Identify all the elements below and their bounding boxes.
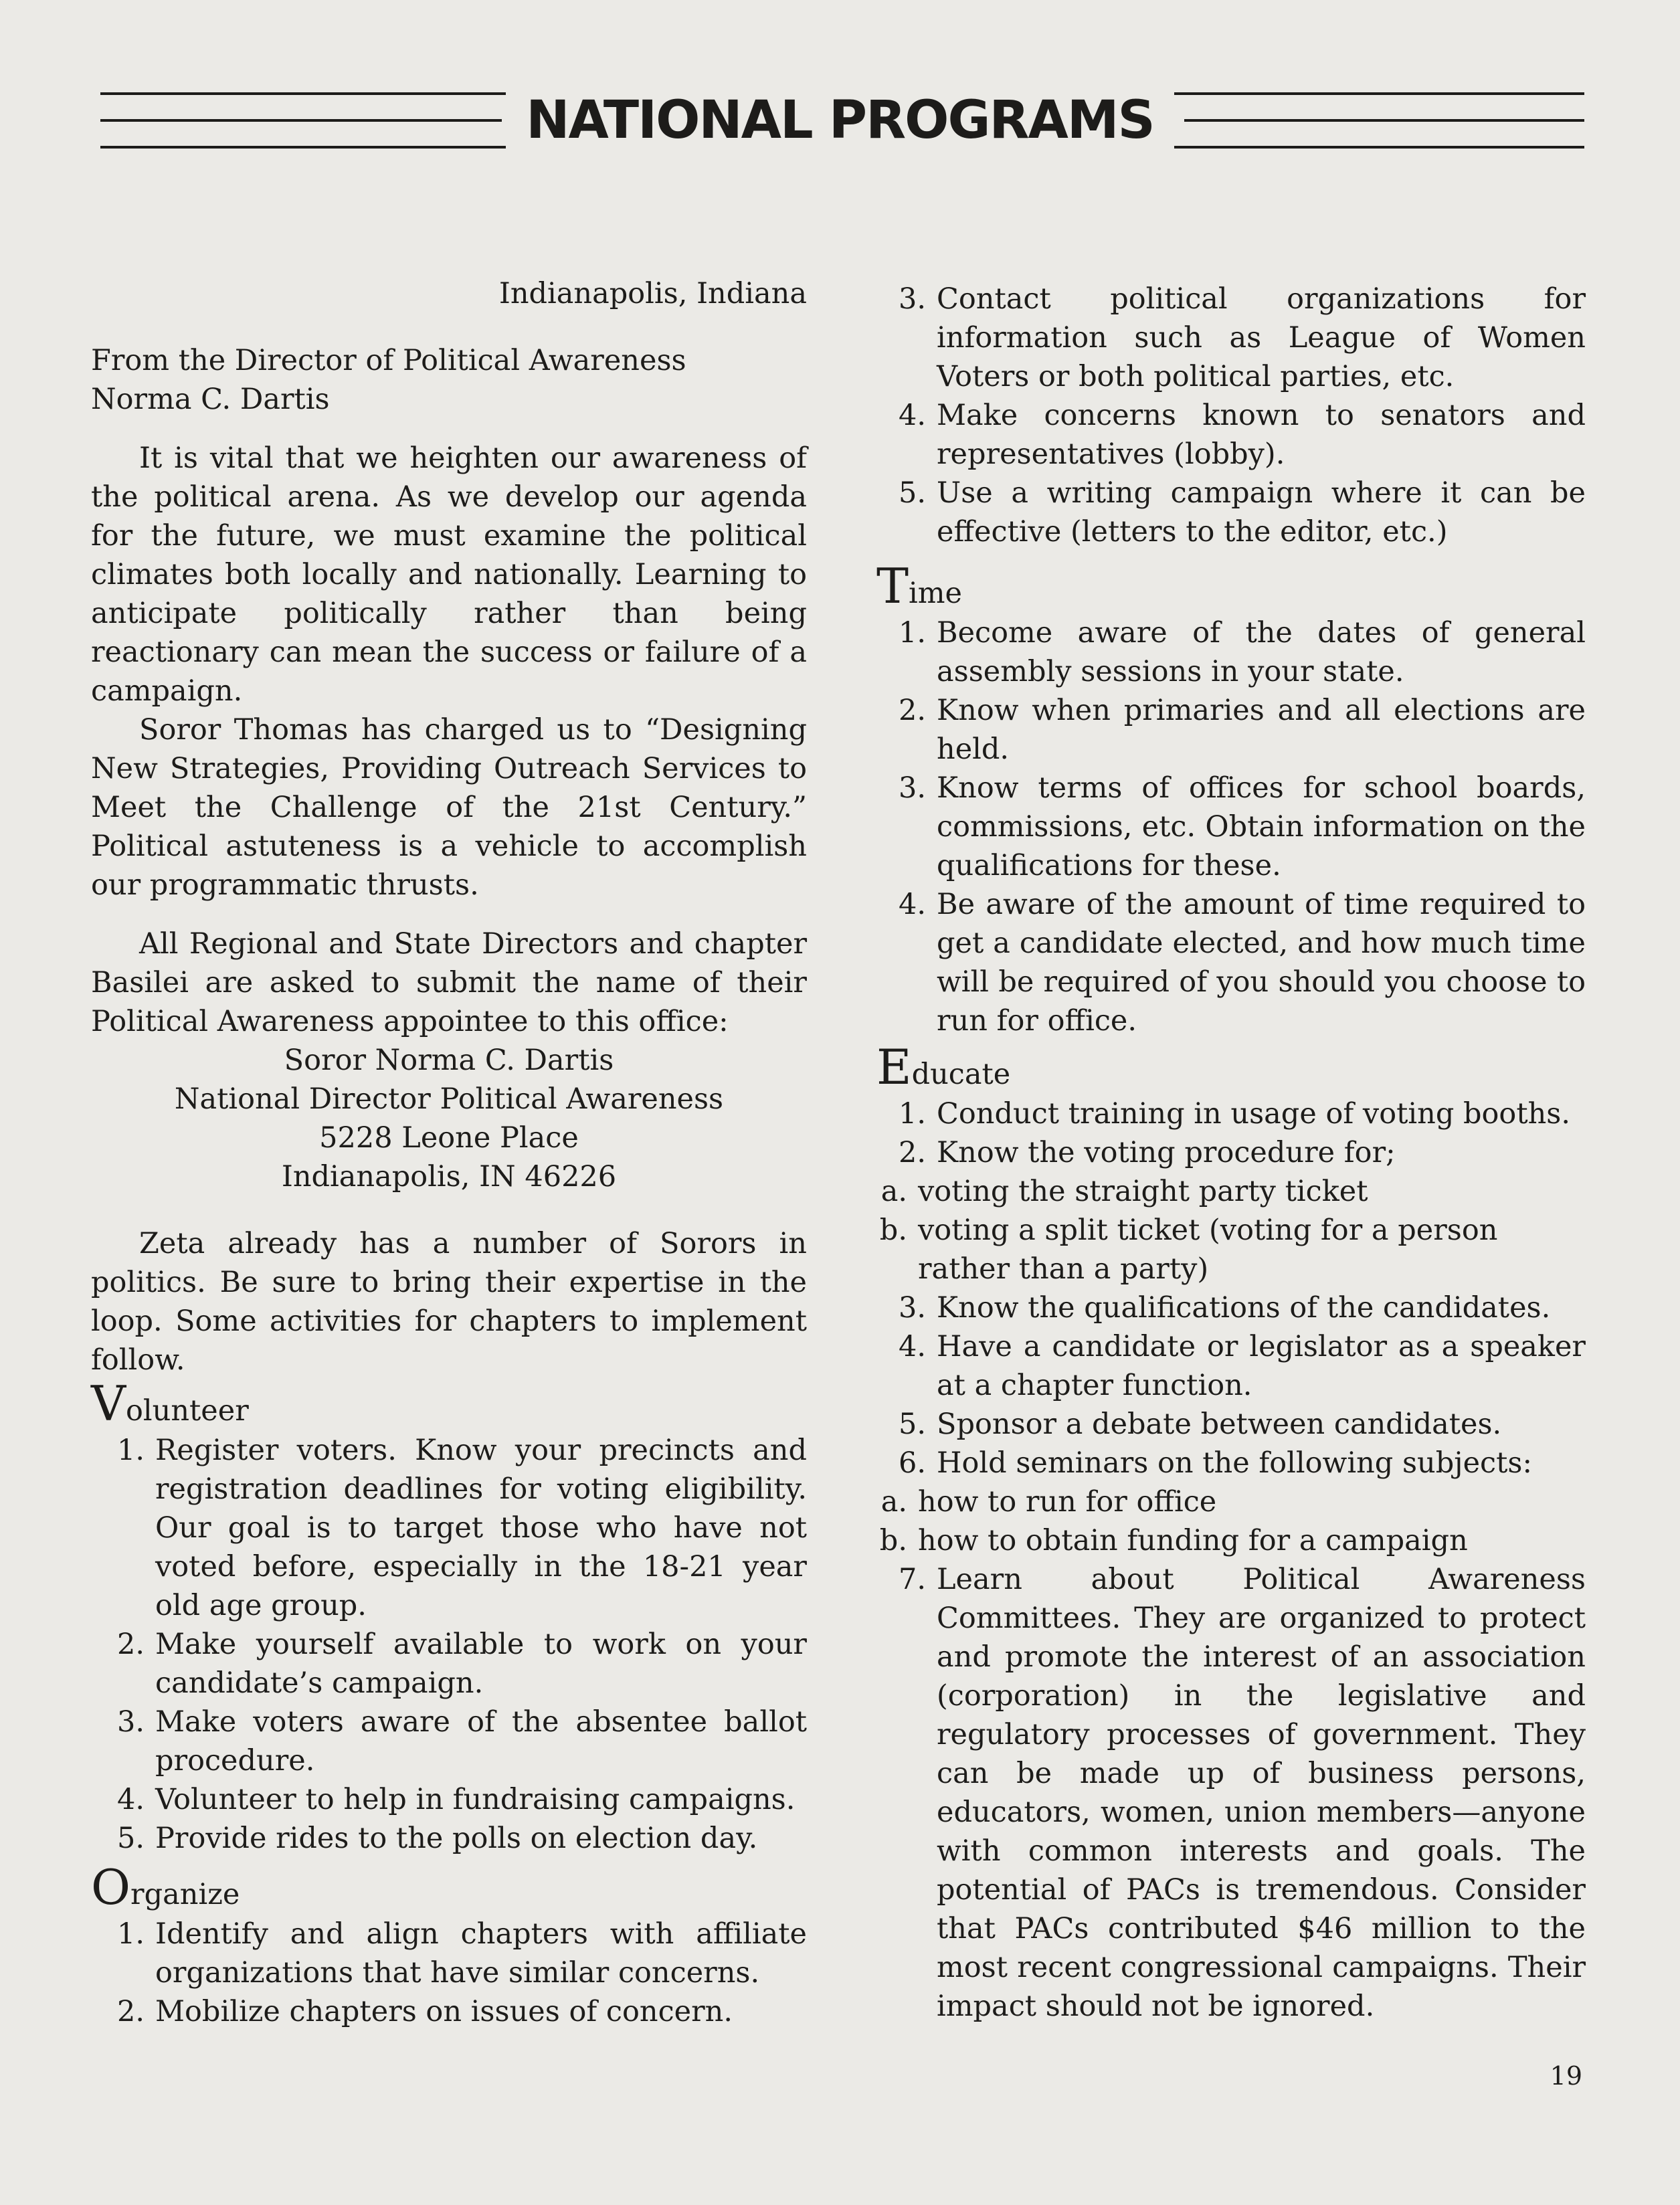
list-item: 2. Know when primaries and all elections are held. — [898, 694, 1586, 766]
organize-list — [91, 1915, 807, 2031]
address-block — [91, 1041, 807, 1196]
list-item: a. how to run for office — [880, 1485, 1217, 1519]
paragraph-strategies: Soror Thomas has charged us to “Designing New Strategies, Providing Outreach Services to Meet the Challenge of the 21st Century.” Political astuteness is a vehicle to accomplish our programmatic thrusts. — [91, 713, 807, 902]
left-column — [91, 274, 807, 2031]
list-item: 6. Hold seminars on the following subjects: — [898, 1446, 1532, 1480]
list-item: 2. Make yourself available to work on your candidate’s campaign. — [116, 1628, 807, 1700]
educate-sublist-seminars — [876, 1482, 1586, 1560]
list-item: 4. Be aware of the amount of time required to get a candidate elected, and how much time will be required of you should you choose to run for office. — [898, 888, 1586, 1038]
educate-list-pac — [876, 1560, 1586, 2026]
list-item: 2. Know the voting procedure for; — [898, 1136, 1396, 1169]
list-item: 3. Know terms of offices for school boards, commissions, etc. Obtain information on the qualifications for these. — [898, 771, 1586, 882]
list-item: 1. Identify and align chapters with affiliate organizations that have similar concerns. — [116, 1917, 807, 1990]
list-item: 7. Learn about Political Awareness Committees. They are organized to protect and promote the interest of an association (corporation) in the legislative and regulatory processes of government. They can be made up of business persons, educators, women, union members—anyone with common interests and goals. The potential of PACs is tremendous. Consider that PACs contributed $46 million to the most recent congressional campaigns. Their impact should not be ignored. — [898, 1563, 1586, 2023]
paragraph-sorors: Zeta already has a number of Sorors in politics. Be sure to bring their expertise in the loop. Some activities for chapters to implement follow. — [91, 1227, 807, 1377]
list-item: 2. Mobilize chapters on issues of concern. — [116, 1995, 733, 2028]
address-line: National Director Political Awareness — [174, 1082, 724, 1116]
location-line: Indianapolis, Indiana — [498, 277, 807, 310]
page-number: 19 — [1550, 2061, 1582, 2091]
list-item: 3. Make voters aware of the absentee ballot procedure. — [116, 1705, 807, 1778]
section-heading-time: Time — [876, 558, 963, 614]
section-heading-organize: Organize — [91, 1859, 240, 1915]
list-item: 1. Register voters. Know your precincts and registration deadlines for voting eligibility. Our goal is to target those who have not voted before, especially in the 18-21 year old age group. — [116, 1434, 807, 1622]
list-item: b. voting a split ticket (voting for a person rather than a party) — [879, 1214, 1498, 1286]
list-item: 1. Become aware of the dates of general assembly sessions in your state. — [898, 616, 1586, 688]
time-list — [876, 613, 1586, 1040]
list-item: 4. Have a candidate or legislator as a speaker at a chapter function. — [898, 1330, 1586, 1402]
address-line: 5228 Leone Place — [319, 1121, 579, 1155]
from-line: From the Director of Political Awareness — [91, 344, 686, 377]
educate-list — [876, 1094, 1586, 1172]
educate-sublist-procedure — [876, 1172, 1586, 1288]
list-item: 1. Conduct training in usage of voting booths. — [898, 1097, 1571, 1131]
list-item: 3. Contact political organizations for information such as League of Women Voters or both political parties, etc. — [898, 282, 1586, 393]
list-item: 4. Make concerns known to senators and representatives (lobby). — [898, 399, 1586, 471]
organize-list-continued — [876, 280, 1586, 551]
paragraph-submit: All Regional and State Directors and chapter Basilei are asked to submit the name of their Political Awareness appointee to this office: — [91, 927, 807, 1038]
author-name: Norma C. Dartis — [91, 383, 330, 416]
section-heading-educate: Educate — [876, 1039, 1011, 1095]
list-item: a. voting the straight party ticket — [880, 1175, 1368, 1208]
list-item: 5. Sponsor a debate between candidates. — [898, 1408, 1502, 1441]
address-line: Soror Norma C. Dartis — [284, 1044, 614, 1077]
educate-list-cont — [876, 1288, 1586, 1482]
paragraph-intro: It is vital that we heighten our awareness of the political arena. As we develop our agenda for the future, we must examine the political climates both locally and nationally. Learning to anticipate politically rather than being reactionary can mean the success or failure of a campaign. — [91, 442, 807, 708]
section-heading-volunteer: Volunteer — [91, 1375, 249, 1432]
right-column — [876, 280, 1586, 2026]
list-item: 4. Volunteer to help in fundraising campaigns. — [116, 1783, 796, 1816]
list-item: 5. Use a writing campaign where it can be effective (letters to the editor, etc.) — [898, 476, 1586, 549]
list-item: 3. Know the qualifications of the candidates. — [898, 1291, 1551, 1325]
page-title: NATIONAL PROGRAMS — [0, 87, 1680, 154]
volunteer-list — [91, 1431, 807, 1858]
list-item: 5. Provide rides to the polls on election day. — [116, 1822, 758, 1855]
list-item: b. how to obtain funding for a campaign — [879, 1524, 1468, 1557]
address-line: Indianapolis, IN 46226 — [281, 1160, 617, 1193]
